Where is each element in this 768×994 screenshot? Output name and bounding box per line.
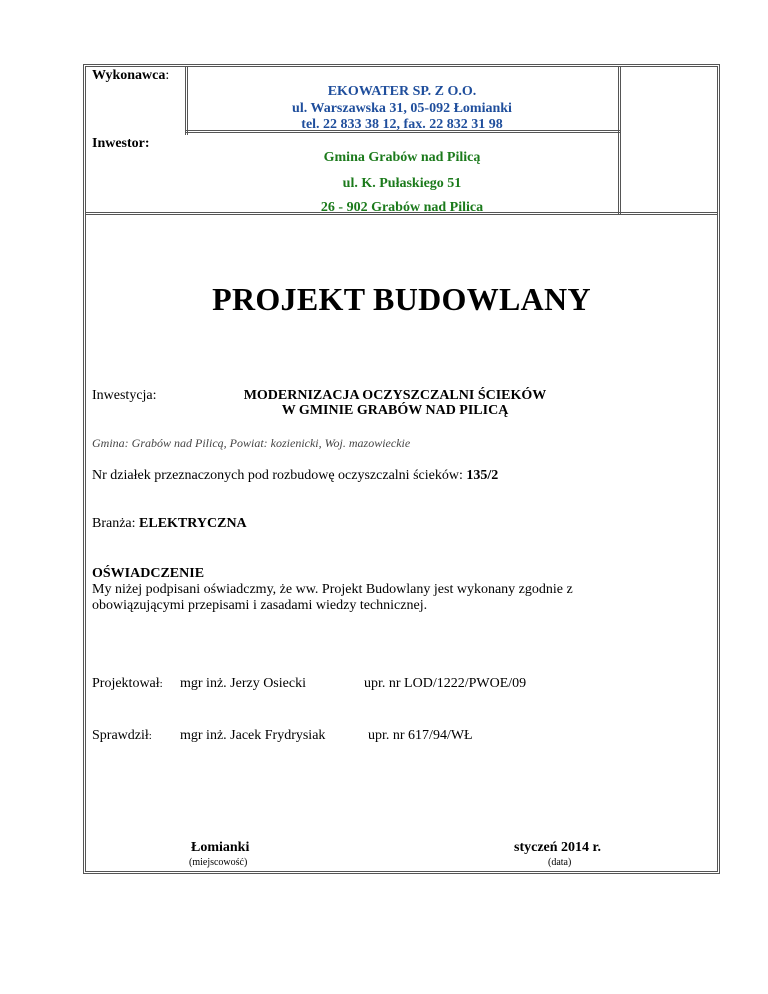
checker-label: Sprawdził:	[92, 728, 152, 743]
investment-line-1: MODERNIZACJA OCZYSZCZALNI ŚCIEKÓW	[243, 388, 547, 403]
checker-name: mgr inż. Jacek Frydrysiak	[180, 728, 326, 743]
contractor-address: ul. Warszawska 31, 05-092 Łomianki	[292, 101, 512, 116]
investment-line-2: W GMINIE GRABÓW NAD PILICĄ	[281, 403, 509, 418]
location-line: Gmina: Grabów nad Pilicą, Powiat: kozienicki, Woj. mazowieckie	[92, 436, 411, 450]
statement-line-2: obowiązującymi przepisami i zasadami wiedzy technicznej.	[92, 598, 428, 613]
contractor-phone: tel. 22 833 38 12, fax. 22 832 31 98	[301, 117, 503, 132]
investor-label: Inwestor:	[92, 136, 150, 151]
investor-city: 26 - 902 Grabów nad Pilica	[320, 200, 484, 215]
place: Łomianki	[191, 840, 250, 855]
investor-name: Gmina Grabów nad Pilicą	[323, 150, 481, 165]
parcels-line: Nr działek przeznaczonych pod rozbudowę oczyszczalni ścieków: 135/2	[92, 468, 499, 483]
statement-heading: OŚWIADCZENIE	[92, 566, 205, 581]
designer-label: Projektował:	[92, 676, 163, 691]
designer-license: upr. nr LOD/1222/PWOE/09	[364, 676, 527, 691]
contractor-name: EKOWATER SP. Z O.O.	[327, 84, 477, 99]
designer-name: mgr inż. Jerzy Osiecki	[180, 676, 306, 691]
contractor-label: Wykonawca:	[92, 68, 170, 83]
place-caption: (miejscowość)	[189, 857, 248, 868]
checker-license: upr. nr 617/94/WŁ	[368, 728, 473, 743]
investor-street: ul. K. Pułaskiego 51	[342, 176, 462, 191]
branch-line: Branża: ELEKTRYCZNA	[92, 516, 247, 531]
header-right-column-line	[618, 67, 621, 215]
document-title: PROJEKT BUDOWLANY	[212, 281, 591, 317]
statement-line-1: My niżej podpisani oświadczmy, że ww. Projekt Budowlany jest wykonany zgodnie z	[92, 582, 573, 597]
date-caption: (data)	[548, 857, 572, 868]
investment-label: Inwestycja:	[92, 388, 157, 403]
date: styczeń 2014 r.	[514, 840, 601, 855]
